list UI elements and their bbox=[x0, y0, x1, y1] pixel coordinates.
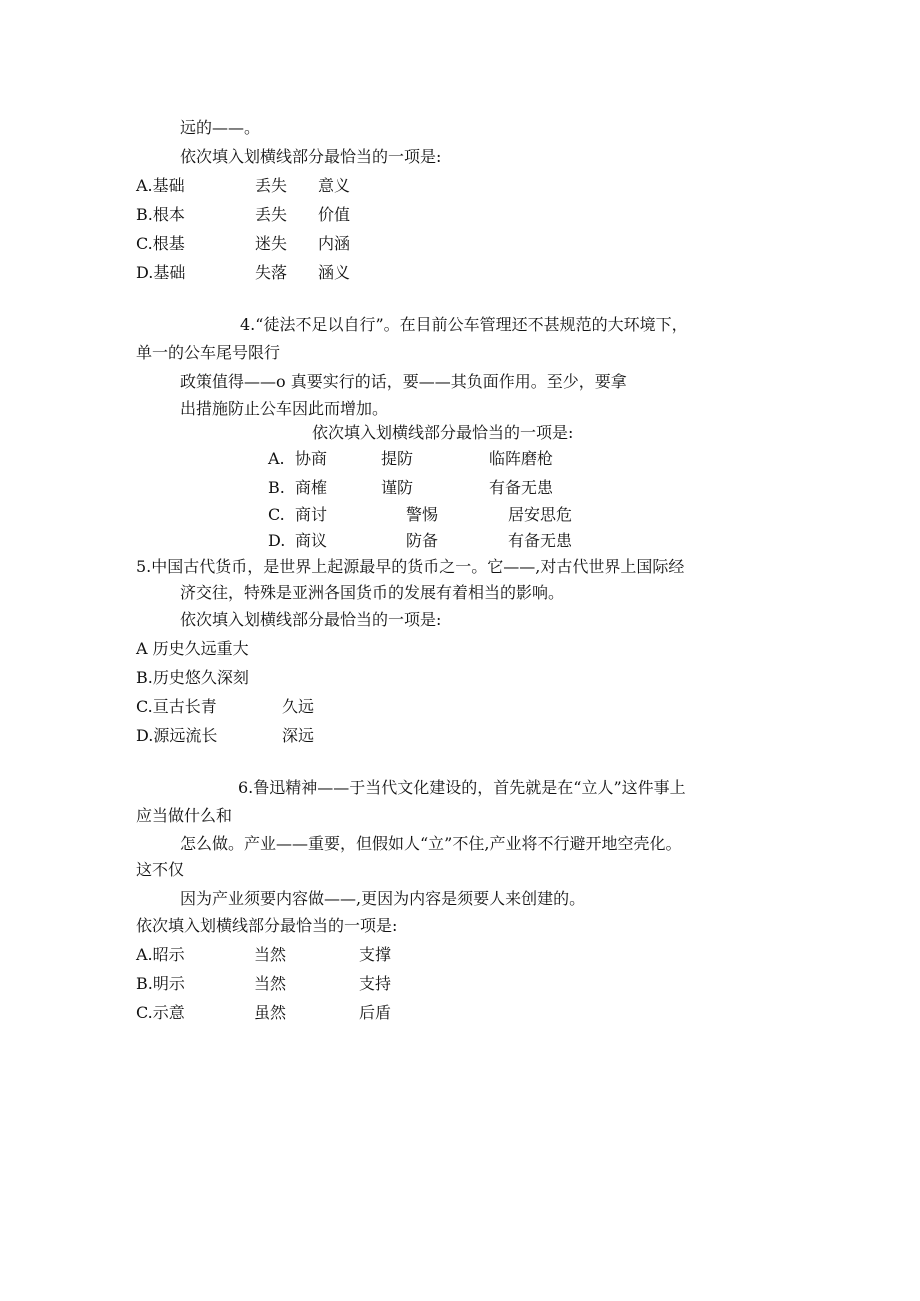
option-word: 有备无患 bbox=[508, 531, 573, 550]
option-label: B.历史悠久深刻 bbox=[136, 668, 249, 687]
option-word: 久远 bbox=[282, 697, 315, 716]
q4-stem-line-2: 单一的公车尾号限行 bbox=[136, 343, 281, 362]
q6-stem-line-3: 怎么做。产业——重要，但假如人“立”不住,产业将不行避开地空壳化。 bbox=[180, 834, 682, 853]
option-word: 警惕 bbox=[406, 505, 439, 524]
option-label: A.基础 bbox=[136, 176, 185, 195]
option-word: 丢失 bbox=[255, 176, 288, 195]
option-label: B. bbox=[268, 478, 285, 497]
q5-stem-line-2: 济交往，特殊是亚洲各国货币的发展有着相当的影响。 bbox=[180, 583, 565, 602]
option-label: A.昭示 bbox=[136, 945, 185, 964]
option-word: 深远 bbox=[282, 726, 315, 745]
option-word: 后盾 bbox=[359, 1003, 392, 1022]
option-word: 商榷 bbox=[295, 478, 328, 497]
option-label: C. bbox=[268, 505, 285, 524]
q3-prompt: 依次填入划横线部分最恰当的一项是: bbox=[180, 147, 442, 166]
option-word: 防备 bbox=[406, 531, 439, 550]
q6-stem-line-1: 6.鲁迅精神——于当代文化建设的，首先就是在“立人”这件事上 bbox=[238, 778, 686, 797]
q6-stem-line-2: 应当做什么和 bbox=[136, 806, 233, 825]
option-word: 商讨 bbox=[295, 505, 328, 524]
q6-stem-line-4: 这不仅 bbox=[136, 860, 185, 879]
option-word: 商议 bbox=[295, 531, 328, 550]
option-word: 意义 bbox=[318, 176, 351, 195]
option-label: C.亘古长青 bbox=[136, 697, 217, 716]
option-word: 谨防 bbox=[381, 478, 414, 497]
option-word: 迷失 bbox=[255, 234, 288, 253]
option-word: 支持 bbox=[359, 974, 392, 993]
option-label: C.根基 bbox=[136, 234, 185, 253]
option-word: 涵义 bbox=[318, 263, 351, 282]
option-word: 当然 bbox=[254, 974, 287, 993]
option-label: D.基础 bbox=[136, 263, 186, 282]
option-word: 失落 bbox=[255, 263, 288, 282]
q4-stem-line-3: 政策值得——o 真要实行的话，要——其负面作用。至少，要拿 bbox=[180, 372, 627, 391]
option-label: C.示意 bbox=[136, 1003, 185, 1022]
option-label: A 历史久远重大 bbox=[136, 639, 249, 658]
q4-stem-line-4: 出措施防止公车因此而增加。 bbox=[180, 399, 389, 418]
option-word: 丢失 bbox=[255, 205, 288, 224]
q6-stem-line-5: 因为产业须要内容做——,更因为内容是须要人来创建的。 bbox=[180, 889, 586, 908]
q5-prompt: 依次填入划横线部分最恰当的一项是: bbox=[180, 610, 442, 629]
option-label: D. bbox=[268, 531, 286, 550]
option-word: 虽然 bbox=[254, 1003, 287, 1022]
option-word: 当然 bbox=[254, 945, 287, 964]
q4-stem-line-1: 4.“徒法不足以自行”。在目前公车管理还不甚规范的大环境下， bbox=[240, 315, 688, 334]
option-word: 价值 bbox=[318, 205, 351, 224]
option-label: B.明示 bbox=[136, 974, 185, 993]
q3-tail-text: 远的——。 bbox=[180, 118, 261, 137]
option-label: B.根本 bbox=[136, 205, 185, 224]
option-word: 有备无患 bbox=[489, 478, 554, 497]
option-word: 临阵磨枪 bbox=[489, 449, 554, 468]
option-word: 内涵 bbox=[318, 234, 351, 253]
option-label: D.源远流长 bbox=[136, 726, 218, 745]
option-label: A. bbox=[268, 449, 285, 468]
option-word: 居安思危 bbox=[508, 505, 573, 524]
q6-prompt: 依次填入划横线部分最恰当的一项是: bbox=[136, 916, 398, 935]
q4-prompt: 依次填入划横线部分最恰当的一项是: bbox=[312, 423, 574, 442]
option-word: 支撑 bbox=[359, 945, 392, 964]
option-word: 提防 bbox=[381, 449, 414, 468]
q5-stem-line-1: 5.中国古代货币，是世界上起源最早的货币之一。它——,对古代世界上国际经 bbox=[136, 557, 685, 576]
option-word: 协商 bbox=[295, 449, 328, 468]
